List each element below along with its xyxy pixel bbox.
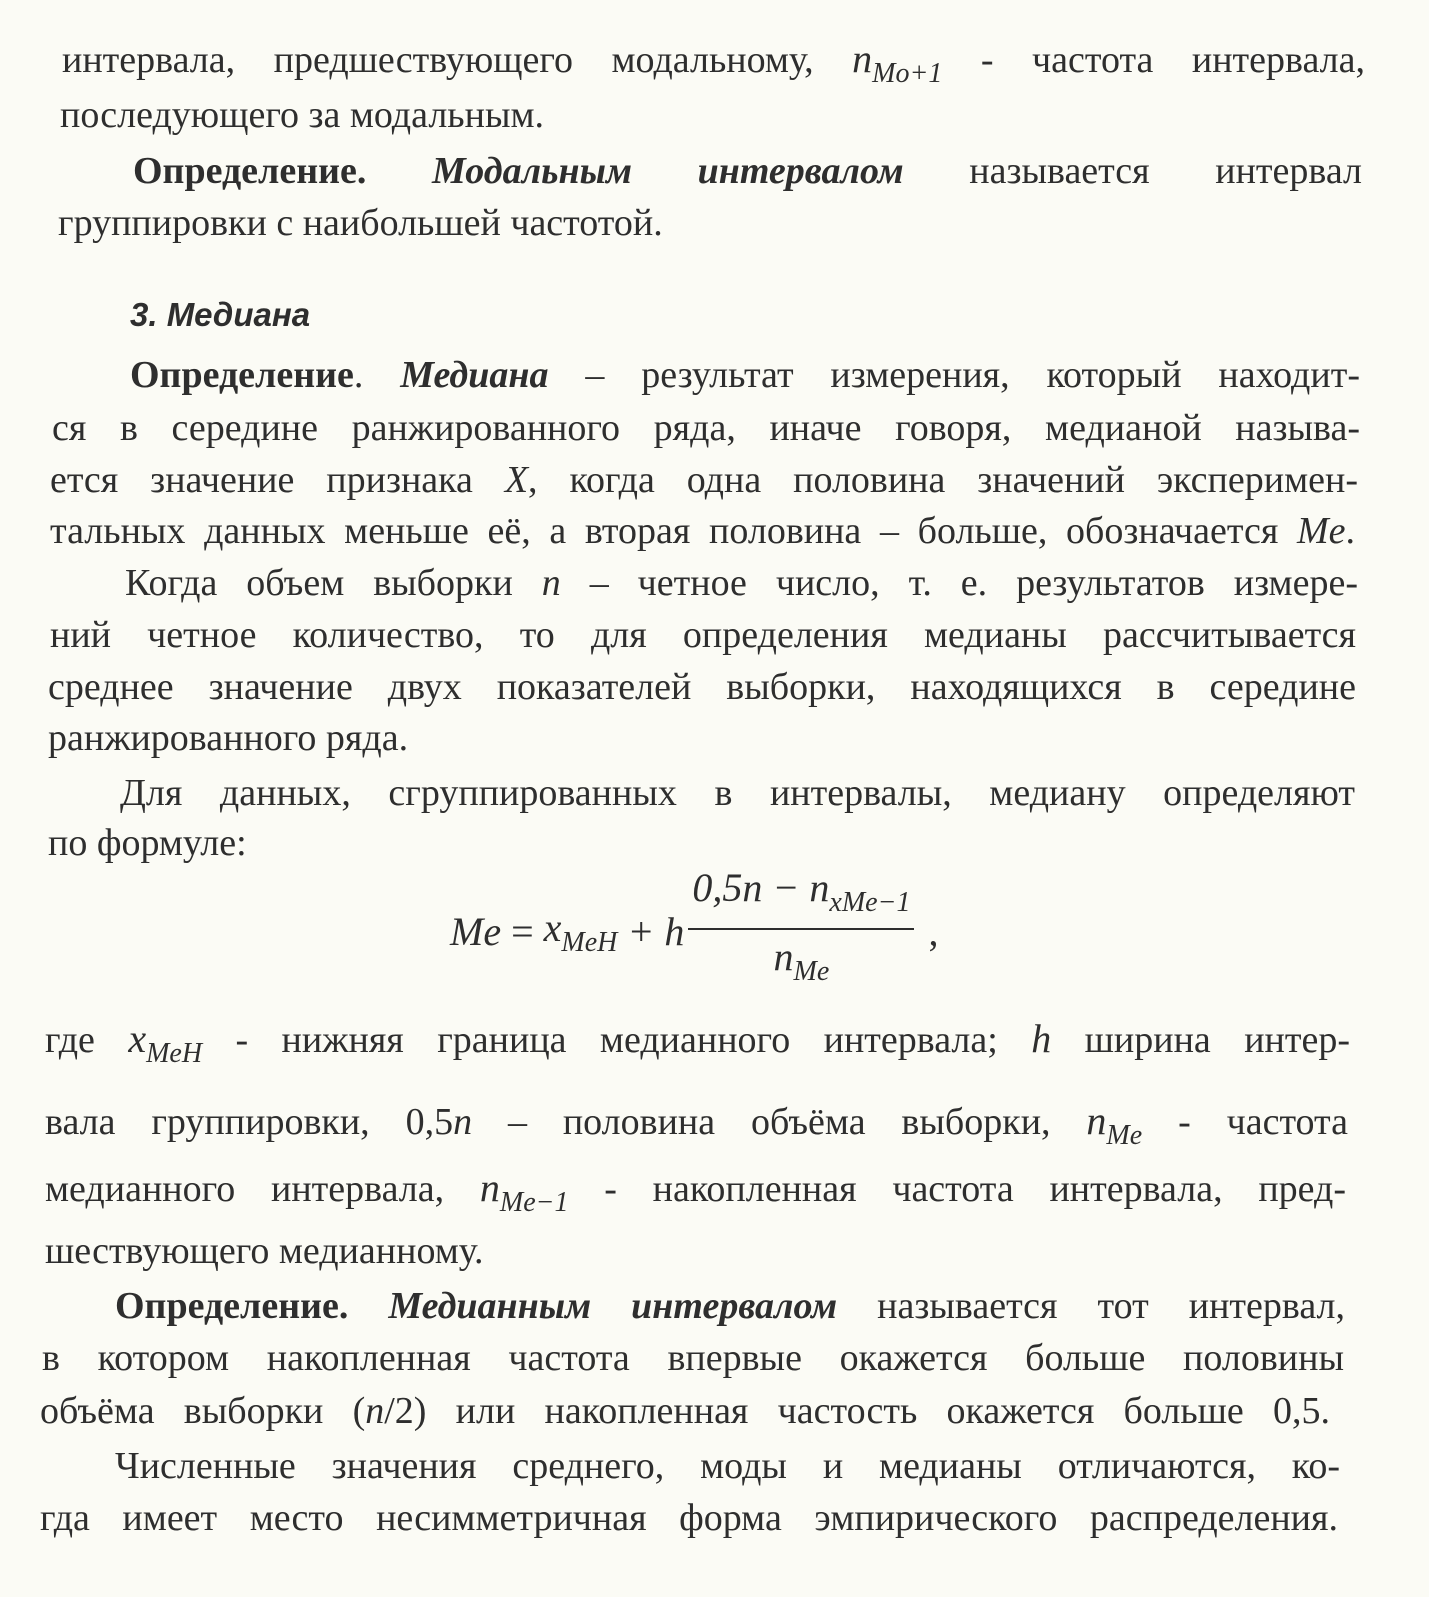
math-symbol: $n_{Me}$	[1086, 1098, 1143, 1151]
text-line	[45, 1098, 1348, 1159]
text-run: в котором накопленная частота впервые окажется больше половины	[42, 1337, 1344, 1379]
text-run: Me	[1296, 510, 1346, 552]
text-line	[45, 1016, 1350, 1077]
text-line	[115, 1443, 1340, 1489]
text-run: вала группировки, 0,5	[45, 1101, 454, 1143]
formula-fraction	[688, 863, 914, 999]
text-run: Медиана	[400, 354, 549, 396]
text-line	[48, 664, 1356, 710]
text-line	[40, 1388, 1330, 1434]
text-run: группировки с наибольшей частотой.	[58, 202, 663, 244]
text-run: n	[453, 1101, 473, 1143]
text-run: медианного интервала,	[45, 1168, 480, 1210]
formula-plus-h: + h	[617, 908, 685, 954]
text-line	[130, 352, 1360, 398]
section-heading: 3. Медиана	[130, 296, 311, 333]
text-line	[133, 148, 1362, 194]
text-run: интервала, предшествующего модальному,	[62, 39, 853, 81]
text-line	[115, 1283, 1345, 1329]
text-run: /2) или накопленная частость окажется больше 0,5.	[384, 1390, 1330, 1432]
text-run: n	[365, 1390, 385, 1432]
text-line	[58, 200, 663, 246]
fraction-numerator: $0,5n - n_{xMe-1}$	[688, 863, 914, 930]
text-line	[50, 457, 1358, 503]
text-run: Для данных, сгруппированных в интервалы, медиану определяют	[120, 772, 1355, 814]
text-run: – половина объёма выборки,	[472, 1101, 1087, 1143]
text-line	[45, 1165, 1346, 1226]
text-line	[42, 1335, 1344, 1381]
text-run: называется тот интервал,	[837, 1285, 1345, 1327]
text-run: - нижняя граница медианного интервала;	[202, 1019, 1032, 1061]
text-run: ширина интер-	[1051, 1019, 1350, 1061]
text-run: - частота	[1142, 1101, 1348, 1143]
text-run: , когда одна половина значений эксперимен-	[528, 459, 1358, 501]
formula-lhs: Me	[450, 908, 502, 954]
text-run: - накопленная частота интервала, пред-	[568, 1168, 1347, 1210]
text-run: – четное число, т. е. результатов измере-	[560, 562, 1358, 604]
text-run: тальных данных меньше её, а вторая половина – больше, обозначается	[50, 510, 1297, 552]
text-run: Медианным интервалом	[388, 1285, 838, 1327]
text-run: ется значение признака	[50, 459, 505, 501]
text-run: Когда объем выборки	[125, 562, 542, 604]
text-run: называется интервал	[903, 150, 1362, 192]
text-line	[125, 560, 1358, 606]
text-run: Определение.	[115, 1285, 389, 1327]
text-run: ся в середине ранжированного ряда, иначе говоря, медианой называ-	[52, 407, 1360, 449]
text-line	[40, 1495, 1338, 1541]
formula-equals: =	[501, 908, 544, 954]
fraction-denominator: $n_{Me}$	[773, 934, 830, 987]
text-run: n	[541, 562, 561, 604]
text-run: где	[45, 1019, 129, 1061]
text-line	[50, 508, 1355, 554]
text-run: Определение	[130, 354, 354, 396]
text-run: .	[353, 354, 401, 396]
text-run: ний четное количество, то для определения медианы рассчитывается	[50, 614, 1356, 656]
text-line	[45, 1228, 483, 1274]
text-run: ранжированного ряда.	[48, 717, 409, 759]
math-symbol: $n_{Mo+1}$	[852, 36, 943, 89]
math-symbol: h	[1031, 1016, 1052, 1061]
text-run: по формуле:	[48, 822, 247, 864]
text-run: последующего за модальным.	[60, 94, 545, 136]
text-line	[60, 92, 544, 138]
text-run: X	[504, 459, 529, 501]
text-line	[50, 612, 1356, 658]
text-run: шествующего медианному.	[45, 1230, 484, 1272]
text-line	[62, 36, 1365, 97]
text-run: Численные значения среднего, моды и медианы отличаются, ко-	[115, 1445, 1340, 1487]
text-run: гда имеет место несимметричная форма эмпирического распределения.	[40, 1497, 1338, 1539]
text-line	[48, 820, 247, 866]
formula-comma: ,	[918, 908, 939, 954]
math-symbol: $n_{Me-1}$	[479, 1165, 569, 1218]
text-run: Определение.	[133, 150, 433, 192]
formula-x: $x_{MeH}$	[543, 904, 618, 958]
text-line	[52, 405, 1360, 451]
text-run: – результат измерения, который находит-	[548, 354, 1360, 396]
text-run: среднее значение двух показателей выборки, находящихся в середине	[48, 666, 1356, 708]
text-run: объёма выборки (	[40, 1390, 366, 1432]
text-run: .	[1345, 510, 1355, 552]
text-line	[120, 770, 1355, 816]
math-symbol: $x_{MeH}$	[128, 1016, 203, 1069]
median-formula	[450, 866, 938, 996]
text-line	[48, 715, 408, 761]
text-run: - частота интервала,	[942, 39, 1365, 81]
text-run: Модальным интервалом	[432, 150, 904, 192]
